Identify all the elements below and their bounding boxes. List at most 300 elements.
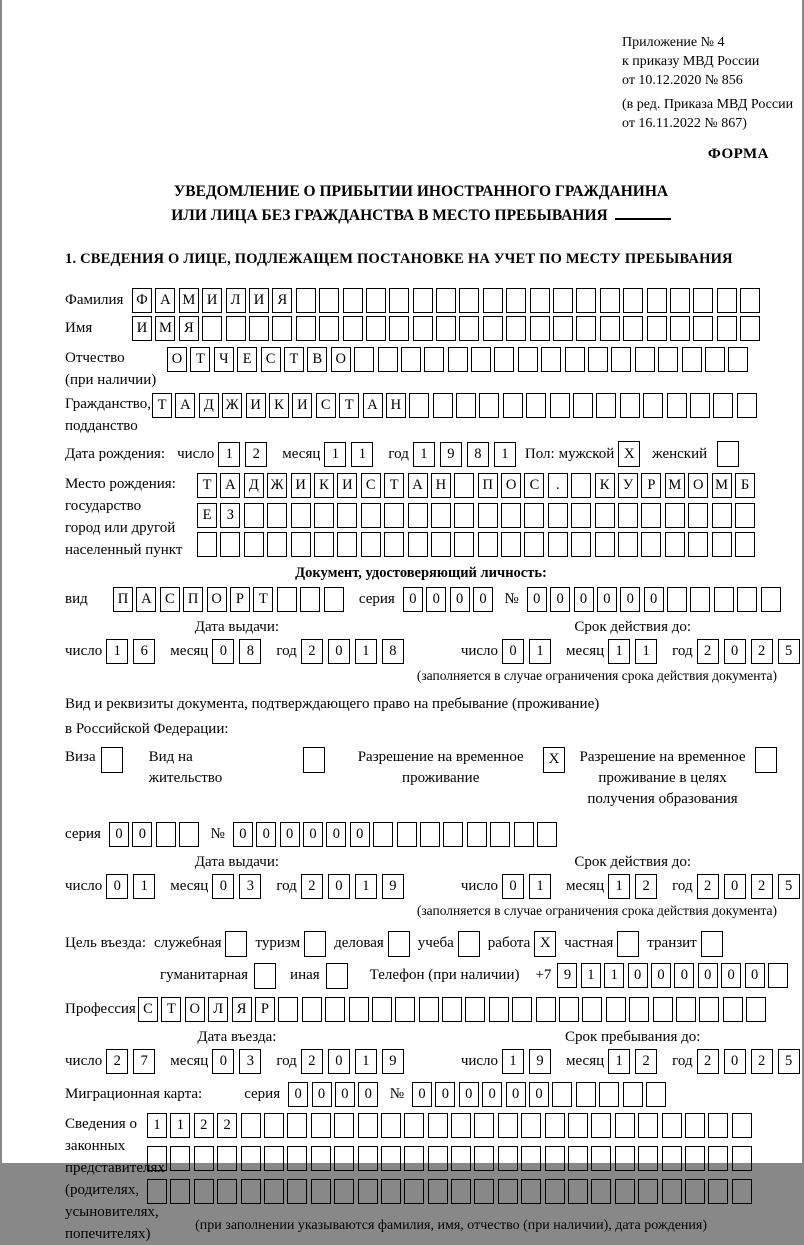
char-cell[interactable]: 1: [355, 639, 377, 664]
char-cell[interactable]: [693, 288, 713, 313]
char-cell[interactable]: [667, 393, 687, 418]
char-cell[interactable]: [361, 532, 381, 557]
char-cell[interactable]: 0: [620, 587, 640, 612]
char-cell[interactable]: [530, 288, 550, 313]
char-cell[interactable]: К: [314, 473, 334, 498]
char-cell[interactable]: 1: [106, 639, 128, 664]
char-cell[interactable]: [311, 1113, 331, 1138]
char-cell[interactable]: 0: [502, 639, 524, 664]
char-cell[interactable]: П: [478, 473, 498, 498]
char-cell[interactable]: [565, 347, 585, 372]
char-cell[interactable]: 1: [608, 1049, 630, 1074]
char-cell[interactable]: [591, 1146, 611, 1171]
char-cell[interactable]: [568, 1179, 588, 1204]
char-cell[interactable]: И: [249, 288, 269, 313]
char-cell[interactable]: 0: [326, 822, 346, 847]
char-cell[interactable]: Р: [255, 997, 275, 1022]
char-cell[interactable]: 9: [557, 963, 577, 988]
char-cell[interactable]: [735, 532, 755, 557]
char-cell[interactable]: [548, 503, 568, 528]
char-cell[interactable]: [420, 822, 440, 847]
char-cell[interactable]: [361, 503, 381, 528]
char-cell[interactable]: Т: [339, 393, 359, 418]
char-cell[interactable]: С: [316, 393, 336, 418]
char-cell[interactable]: [366, 288, 386, 313]
char-cell[interactable]: [381, 1146, 401, 1171]
char-cell[interactable]: [378, 347, 398, 372]
char-cell[interactable]: [591, 1113, 611, 1138]
char-cell[interactable]: З: [220, 503, 240, 528]
char-cell[interactable]: [314, 503, 334, 528]
char-cell[interactable]: [478, 532, 498, 557]
char-cell[interactable]: Т: [197, 473, 217, 498]
char-cell[interactable]: [768, 963, 788, 988]
char-cell[interactable]: 9: [529, 1049, 551, 1074]
char-cell[interactable]: [740, 288, 760, 313]
char-cell[interactable]: 0: [724, 1049, 746, 1074]
char-cell[interactable]: 0: [527, 587, 547, 612]
char-cell[interactable]: 0: [328, 874, 350, 899]
char-cell[interactable]: Т: [190, 347, 210, 372]
char-cell[interactable]: 7: [133, 1049, 155, 1074]
char-cell[interactable]: К: [595, 473, 615, 498]
char-cell[interactable]: 2: [301, 639, 323, 664]
char-cell[interactable]: [277, 587, 297, 612]
char-cell[interactable]: 2: [751, 1049, 773, 1074]
char-cell[interactable]: [545, 1179, 565, 1204]
char-cell[interactable]: 5: [778, 639, 800, 664]
char-cell[interactable]: [530, 316, 550, 341]
char-cell[interactable]: [443, 822, 463, 847]
char-cell[interactable]: [717, 288, 737, 313]
char-cell[interactable]: 1: [355, 1049, 377, 1074]
char-cell[interactable]: 0: [628, 963, 648, 988]
char-cell[interactable]: О: [185, 997, 205, 1022]
char-cell[interactable]: А: [136, 587, 156, 612]
char-cell[interactable]: Ж: [222, 393, 242, 418]
char-cell[interactable]: А: [155, 288, 175, 313]
char-cell[interactable]: [302, 997, 322, 1022]
char-cell[interactable]: Т: [253, 587, 273, 612]
char-cell[interactable]: [325, 997, 345, 1022]
char-cell[interactable]: Ф: [132, 288, 152, 313]
char-cell[interactable]: 0: [574, 587, 594, 612]
char-cell[interactable]: [667, 587, 687, 612]
char-cell[interactable]: [401, 347, 421, 372]
char-cell[interactable]: [735, 503, 755, 528]
char-cell[interactable]: [599, 1082, 619, 1107]
char-cell[interactable]: [600, 288, 620, 313]
char-cell[interactable]: 1: [604, 963, 624, 988]
char-cell[interactable]: 0: [426, 587, 446, 612]
char-cell[interactable]: 8: [382, 639, 404, 664]
char-cell[interactable]: [541, 347, 561, 372]
char-cell[interactable]: 0: [644, 587, 664, 612]
char-cell[interactable]: [553, 316, 573, 341]
char-cell[interactable]: [571, 503, 591, 528]
char-cell[interactable]: 9: [382, 874, 404, 899]
char-cell[interactable]: [311, 1179, 331, 1204]
char-cell[interactable]: [728, 347, 748, 372]
char-cell[interactable]: [474, 1113, 494, 1138]
char-cell[interactable]: [436, 288, 456, 313]
char-cell[interactable]: [662, 1146, 682, 1171]
char-cell[interactable]: [595, 532, 615, 557]
char-cell[interactable]: 0: [335, 1082, 355, 1107]
char-cell[interactable]: [413, 288, 433, 313]
char-cell[interactable]: О: [688, 473, 708, 498]
char-cell[interactable]: [179, 822, 199, 847]
char-cell[interactable]: 2: [697, 1049, 719, 1074]
char-cell[interactable]: О: [207, 587, 227, 612]
char-cell[interactable]: [723, 997, 743, 1022]
char-cell[interactable]: [521, 1146, 541, 1171]
purpose-transit-checkbox[interactable]: [701, 931, 723, 957]
char-cell[interactable]: И: [132, 316, 152, 341]
char-cell[interactable]: [646, 1082, 666, 1107]
char-cell[interactable]: [573, 393, 593, 418]
char-cell[interactable]: [471, 347, 491, 372]
char-cell[interactable]: [428, 1113, 448, 1138]
char-cell[interactable]: М: [712, 473, 732, 498]
char-cell[interactable]: [226, 316, 246, 341]
char-cell[interactable]: 0: [745, 963, 765, 988]
char-cell[interactable]: [568, 1146, 588, 1171]
char-cell[interactable]: 0: [350, 822, 370, 847]
char-cell[interactable]: [670, 316, 690, 341]
char-cell[interactable]: [498, 1146, 518, 1171]
char-cell[interactable]: [490, 822, 510, 847]
char-cell[interactable]: 2: [697, 874, 719, 899]
char-cell[interactable]: [740, 316, 760, 341]
char-cell[interactable]: И: [292, 393, 312, 418]
char-cell[interactable]: [690, 587, 710, 612]
char-cell[interactable]: 2: [245, 442, 267, 467]
char-cell[interactable]: 0: [280, 822, 300, 847]
char-cell[interactable]: [552, 1082, 572, 1107]
char-cell[interactable]: А: [408, 473, 428, 498]
char-cell[interactable]: [568, 1113, 588, 1138]
char-cell[interactable]: 0: [502, 874, 524, 899]
char-cell[interactable]: [498, 1179, 518, 1204]
char-cell[interactable]: В: [307, 347, 327, 372]
char-cell[interactable]: 0: [674, 963, 694, 988]
char-cell[interactable]: [241, 1146, 261, 1171]
char-cell[interactable]: [653, 997, 673, 1022]
char-cell[interactable]: 1: [581, 963, 601, 988]
char-cell[interactable]: [737, 587, 757, 612]
char-cell[interactable]: [638, 1113, 658, 1138]
char-cell[interactable]: 3: [239, 874, 261, 899]
char-cell[interactable]: [708, 1113, 728, 1138]
char-cell[interactable]: 0: [651, 963, 671, 988]
char-cell[interactable]: [536, 997, 556, 1022]
char-cell[interactable]: [389, 288, 409, 313]
char-cell[interactable]: [264, 1113, 284, 1138]
char-cell[interactable]: [588, 347, 608, 372]
char-cell[interactable]: [287, 1179, 307, 1204]
char-cell[interactable]: И: [337, 473, 357, 498]
char-cell[interactable]: [641, 503, 661, 528]
char-cell[interactable]: [300, 587, 320, 612]
char-cell[interactable]: [373, 822, 393, 847]
char-cell[interactable]: [241, 1179, 261, 1204]
char-cell[interactable]: О: [331, 347, 351, 372]
char-cell[interactable]: [537, 822, 557, 847]
char-cell[interactable]: И: [246, 393, 266, 418]
char-cell[interactable]: 1: [413, 442, 435, 467]
char-cell[interactable]: 1: [529, 874, 551, 899]
sex-female-checkbox[interactable]: [717, 441, 739, 467]
char-cell[interactable]: [582, 997, 602, 1022]
char-cell[interactable]: 0: [212, 874, 234, 899]
char-cell[interactable]: [408, 503, 428, 528]
char-cell[interactable]: [436, 316, 456, 341]
char-cell[interactable]: 0: [233, 822, 253, 847]
char-cell[interactable]: Я: [272, 288, 292, 313]
char-cell[interactable]: [620, 393, 640, 418]
char-cell[interactable]: 2: [635, 874, 657, 899]
char-cell[interactable]: [366, 316, 386, 341]
char-cell[interactable]: У: [618, 473, 638, 498]
char-cell[interactable]: [404, 1113, 424, 1138]
char-cell[interactable]: [512, 997, 532, 1022]
char-cell[interactable]: [454, 532, 474, 557]
char-cell[interactable]: 0: [109, 822, 129, 847]
char-cell[interactable]: [559, 997, 579, 1022]
char-cell[interactable]: Т: [384, 473, 404, 498]
char-cell[interactable]: [545, 1146, 565, 1171]
char-cell[interactable]: [249, 316, 269, 341]
char-cell[interactable]: 2: [301, 874, 323, 899]
char-cell[interactable]: Е: [237, 347, 257, 372]
char-cell[interactable]: Л: [226, 288, 246, 313]
char-cell[interactable]: [662, 1179, 682, 1204]
char-cell[interactable]: 0: [482, 1082, 502, 1107]
char-cell[interactable]: [459, 316, 479, 341]
char-cell[interactable]: [576, 316, 596, 341]
char-cell[interactable]: [296, 288, 316, 313]
char-cell[interactable]: [524, 503, 544, 528]
char-cell[interactable]: К: [269, 393, 289, 418]
char-cell[interactable]: [395, 997, 415, 1022]
char-cell[interactable]: 0: [328, 1049, 350, 1074]
char-cell[interactable]: 0: [450, 587, 470, 612]
char-cell[interactable]: [518, 347, 538, 372]
char-cell[interactable]: [688, 532, 708, 557]
char-cell[interactable]: [202, 316, 222, 341]
visa-checkbox[interactable]: [101, 747, 123, 773]
char-cell[interactable]: 9: [382, 1049, 404, 1074]
char-cell[interactable]: [334, 1113, 354, 1138]
char-cell[interactable]: [737, 393, 757, 418]
char-cell[interactable]: [600, 316, 620, 341]
char-cell[interactable]: А: [363, 393, 383, 418]
char-cell[interactable]: 0: [506, 1082, 526, 1107]
char-cell[interactable]: [384, 532, 404, 557]
char-cell[interactable]: А: [220, 473, 240, 498]
char-cell[interactable]: [494, 347, 514, 372]
char-cell[interactable]: [638, 1179, 658, 1204]
char-cell[interactable]: 1: [608, 639, 630, 664]
purpose-other-checkbox[interactable]: [326, 963, 348, 989]
char-cell[interactable]: 0: [435, 1082, 455, 1107]
char-cell[interactable]: [714, 587, 734, 612]
char-cell[interactable]: 2: [194, 1113, 214, 1138]
char-cell[interactable]: [595, 503, 615, 528]
char-cell[interactable]: [372, 997, 392, 1022]
char-cell[interactable]: С: [361, 473, 381, 498]
char-cell[interactable]: О: [167, 347, 187, 372]
char-cell[interactable]: [451, 1113, 471, 1138]
char-cell[interactable]: [244, 503, 264, 528]
char-cell[interactable]: [448, 347, 468, 372]
char-cell[interactable]: 2: [751, 874, 773, 899]
char-cell[interactable]: [264, 1179, 284, 1204]
char-cell[interactable]: [272, 316, 292, 341]
char-cell[interactable]: Ж: [267, 473, 287, 498]
char-cell[interactable]: Н: [431, 473, 451, 498]
char-cell[interactable]: [467, 822, 487, 847]
char-cell[interactable]: [278, 997, 298, 1022]
char-cell[interactable]: 1: [147, 1113, 167, 1138]
char-cell[interactable]: [623, 1082, 643, 1107]
char-cell[interactable]: [349, 997, 369, 1022]
char-cell[interactable]: И: [291, 473, 311, 498]
char-cell[interactable]: 1: [608, 874, 630, 899]
char-cell[interactable]: [548, 532, 568, 557]
char-cell[interactable]: 1: [529, 639, 551, 664]
char-cell[interactable]: [647, 288, 667, 313]
char-cell[interactable]: [428, 1146, 448, 1171]
char-cell[interactable]: Р: [641, 473, 661, 498]
char-cell[interactable]: 0: [106, 874, 128, 899]
char-cell[interactable]: Л: [208, 997, 228, 1022]
char-cell[interactable]: [241, 1113, 261, 1138]
char-cell[interactable]: [690, 393, 710, 418]
char-cell[interactable]: [638, 1146, 658, 1171]
char-cell[interactable]: [358, 1146, 378, 1171]
char-cell[interactable]: 0: [412, 1082, 432, 1107]
char-cell[interactable]: 8: [239, 639, 261, 664]
char-cell[interactable]: [708, 1179, 728, 1204]
char-cell[interactable]: [571, 473, 591, 498]
char-cell[interactable]: [319, 316, 339, 341]
char-cell[interactable]: 0: [212, 639, 234, 664]
char-cell[interactable]: [606, 997, 626, 1022]
char-cell[interactable]: [665, 532, 685, 557]
char-cell[interactable]: [291, 532, 311, 557]
char-cell[interactable]: Т: [161, 997, 181, 1022]
purpose-business-checkbox[interactable]: [388, 931, 410, 957]
char-cell[interactable]: [442, 997, 462, 1022]
purpose-private-checkbox[interactable]: [617, 931, 639, 957]
char-cell[interactable]: [712, 503, 732, 528]
char-cell[interactable]: 2: [697, 639, 719, 664]
char-cell[interactable]: 0: [721, 963, 741, 988]
char-cell[interactable]: [156, 822, 176, 847]
char-cell[interactable]: 0: [328, 639, 350, 664]
char-cell[interactable]: [643, 393, 663, 418]
char-cell[interactable]: [483, 316, 503, 341]
char-cell[interactable]: [413, 316, 433, 341]
char-cell[interactable]: [147, 1179, 167, 1204]
char-cell[interactable]: [194, 1146, 214, 1171]
char-cell[interactable]: [479, 393, 499, 418]
char-cell[interactable]: 1: [494, 442, 516, 467]
char-cell[interactable]: [514, 822, 534, 847]
char-cell[interactable]: [478, 503, 498, 528]
char-cell[interactable]: 1: [133, 874, 155, 899]
char-cell[interactable]: 2: [217, 1113, 237, 1138]
char-cell[interactable]: [526, 393, 546, 418]
char-cell[interactable]: [459, 288, 479, 313]
char-cell[interactable]: [732, 1179, 752, 1204]
char-cell[interactable]: 0: [459, 1082, 479, 1107]
char-cell[interactable]: 0: [403, 587, 423, 612]
char-cell[interactable]: [220, 532, 240, 557]
char-cell[interactable]: [197, 532, 217, 557]
char-cell[interactable]: 0: [724, 639, 746, 664]
char-cell[interactable]: [618, 503, 638, 528]
char-cell[interactable]: [685, 1146, 705, 1171]
char-cell[interactable]: [264, 1146, 284, 1171]
char-cell[interactable]: [658, 347, 678, 372]
char-cell[interactable]: [641, 532, 661, 557]
char-cell[interactable]: [384, 503, 404, 528]
char-cell[interactable]: Т: [284, 347, 304, 372]
char-cell[interactable]: [337, 503, 357, 528]
char-cell[interactable]: 1: [170, 1113, 190, 1138]
char-cell[interactable]: [712, 532, 732, 557]
char-cell[interactable]: Я: [232, 997, 252, 1022]
char-cell[interactable]: [287, 1113, 307, 1138]
char-cell[interactable]: 9: [440, 442, 462, 467]
char-cell[interactable]: [506, 288, 526, 313]
char-cell[interactable]: 0: [529, 1082, 549, 1107]
char-cell[interactable]: [404, 1179, 424, 1204]
char-cell[interactable]: [428, 1179, 448, 1204]
char-cell[interactable]: 0: [358, 1082, 378, 1107]
char-cell[interactable]: [501, 532, 521, 557]
char-cell[interactable]: [685, 1179, 705, 1204]
char-cell[interactable]: 0: [132, 822, 152, 847]
char-cell[interactable]: [591, 1179, 611, 1204]
purpose-work-checkbox[interactable]: X: [534, 931, 556, 957]
char-cell[interactable]: [688, 503, 708, 528]
temp-residence-edu-checkbox[interactable]: [755, 747, 777, 773]
char-cell[interactable]: 1: [635, 639, 657, 664]
char-cell[interactable]: [454, 503, 474, 528]
char-cell[interactable]: 0: [303, 822, 323, 847]
char-cell[interactable]: 3: [239, 1049, 261, 1074]
char-cell[interactable]: [489, 997, 509, 1022]
char-cell[interactable]: [358, 1179, 378, 1204]
char-cell[interactable]: С: [524, 473, 544, 498]
char-cell[interactable]: [465, 997, 485, 1022]
char-cell[interactable]: [456, 393, 476, 418]
char-cell[interactable]: 0: [212, 1049, 234, 1074]
char-cell[interactable]: [337, 532, 357, 557]
char-cell[interactable]: Т: [152, 393, 172, 418]
char-cell[interactable]: Я: [179, 316, 199, 341]
char-cell[interactable]: [611, 347, 631, 372]
char-cell[interactable]: 1: [351, 442, 373, 467]
char-cell[interactable]: [615, 1179, 635, 1204]
char-cell[interactable]: [576, 288, 596, 313]
char-cell[interactable]: [693, 316, 713, 341]
purpose-tourism-checkbox[interactable]: [304, 931, 326, 957]
